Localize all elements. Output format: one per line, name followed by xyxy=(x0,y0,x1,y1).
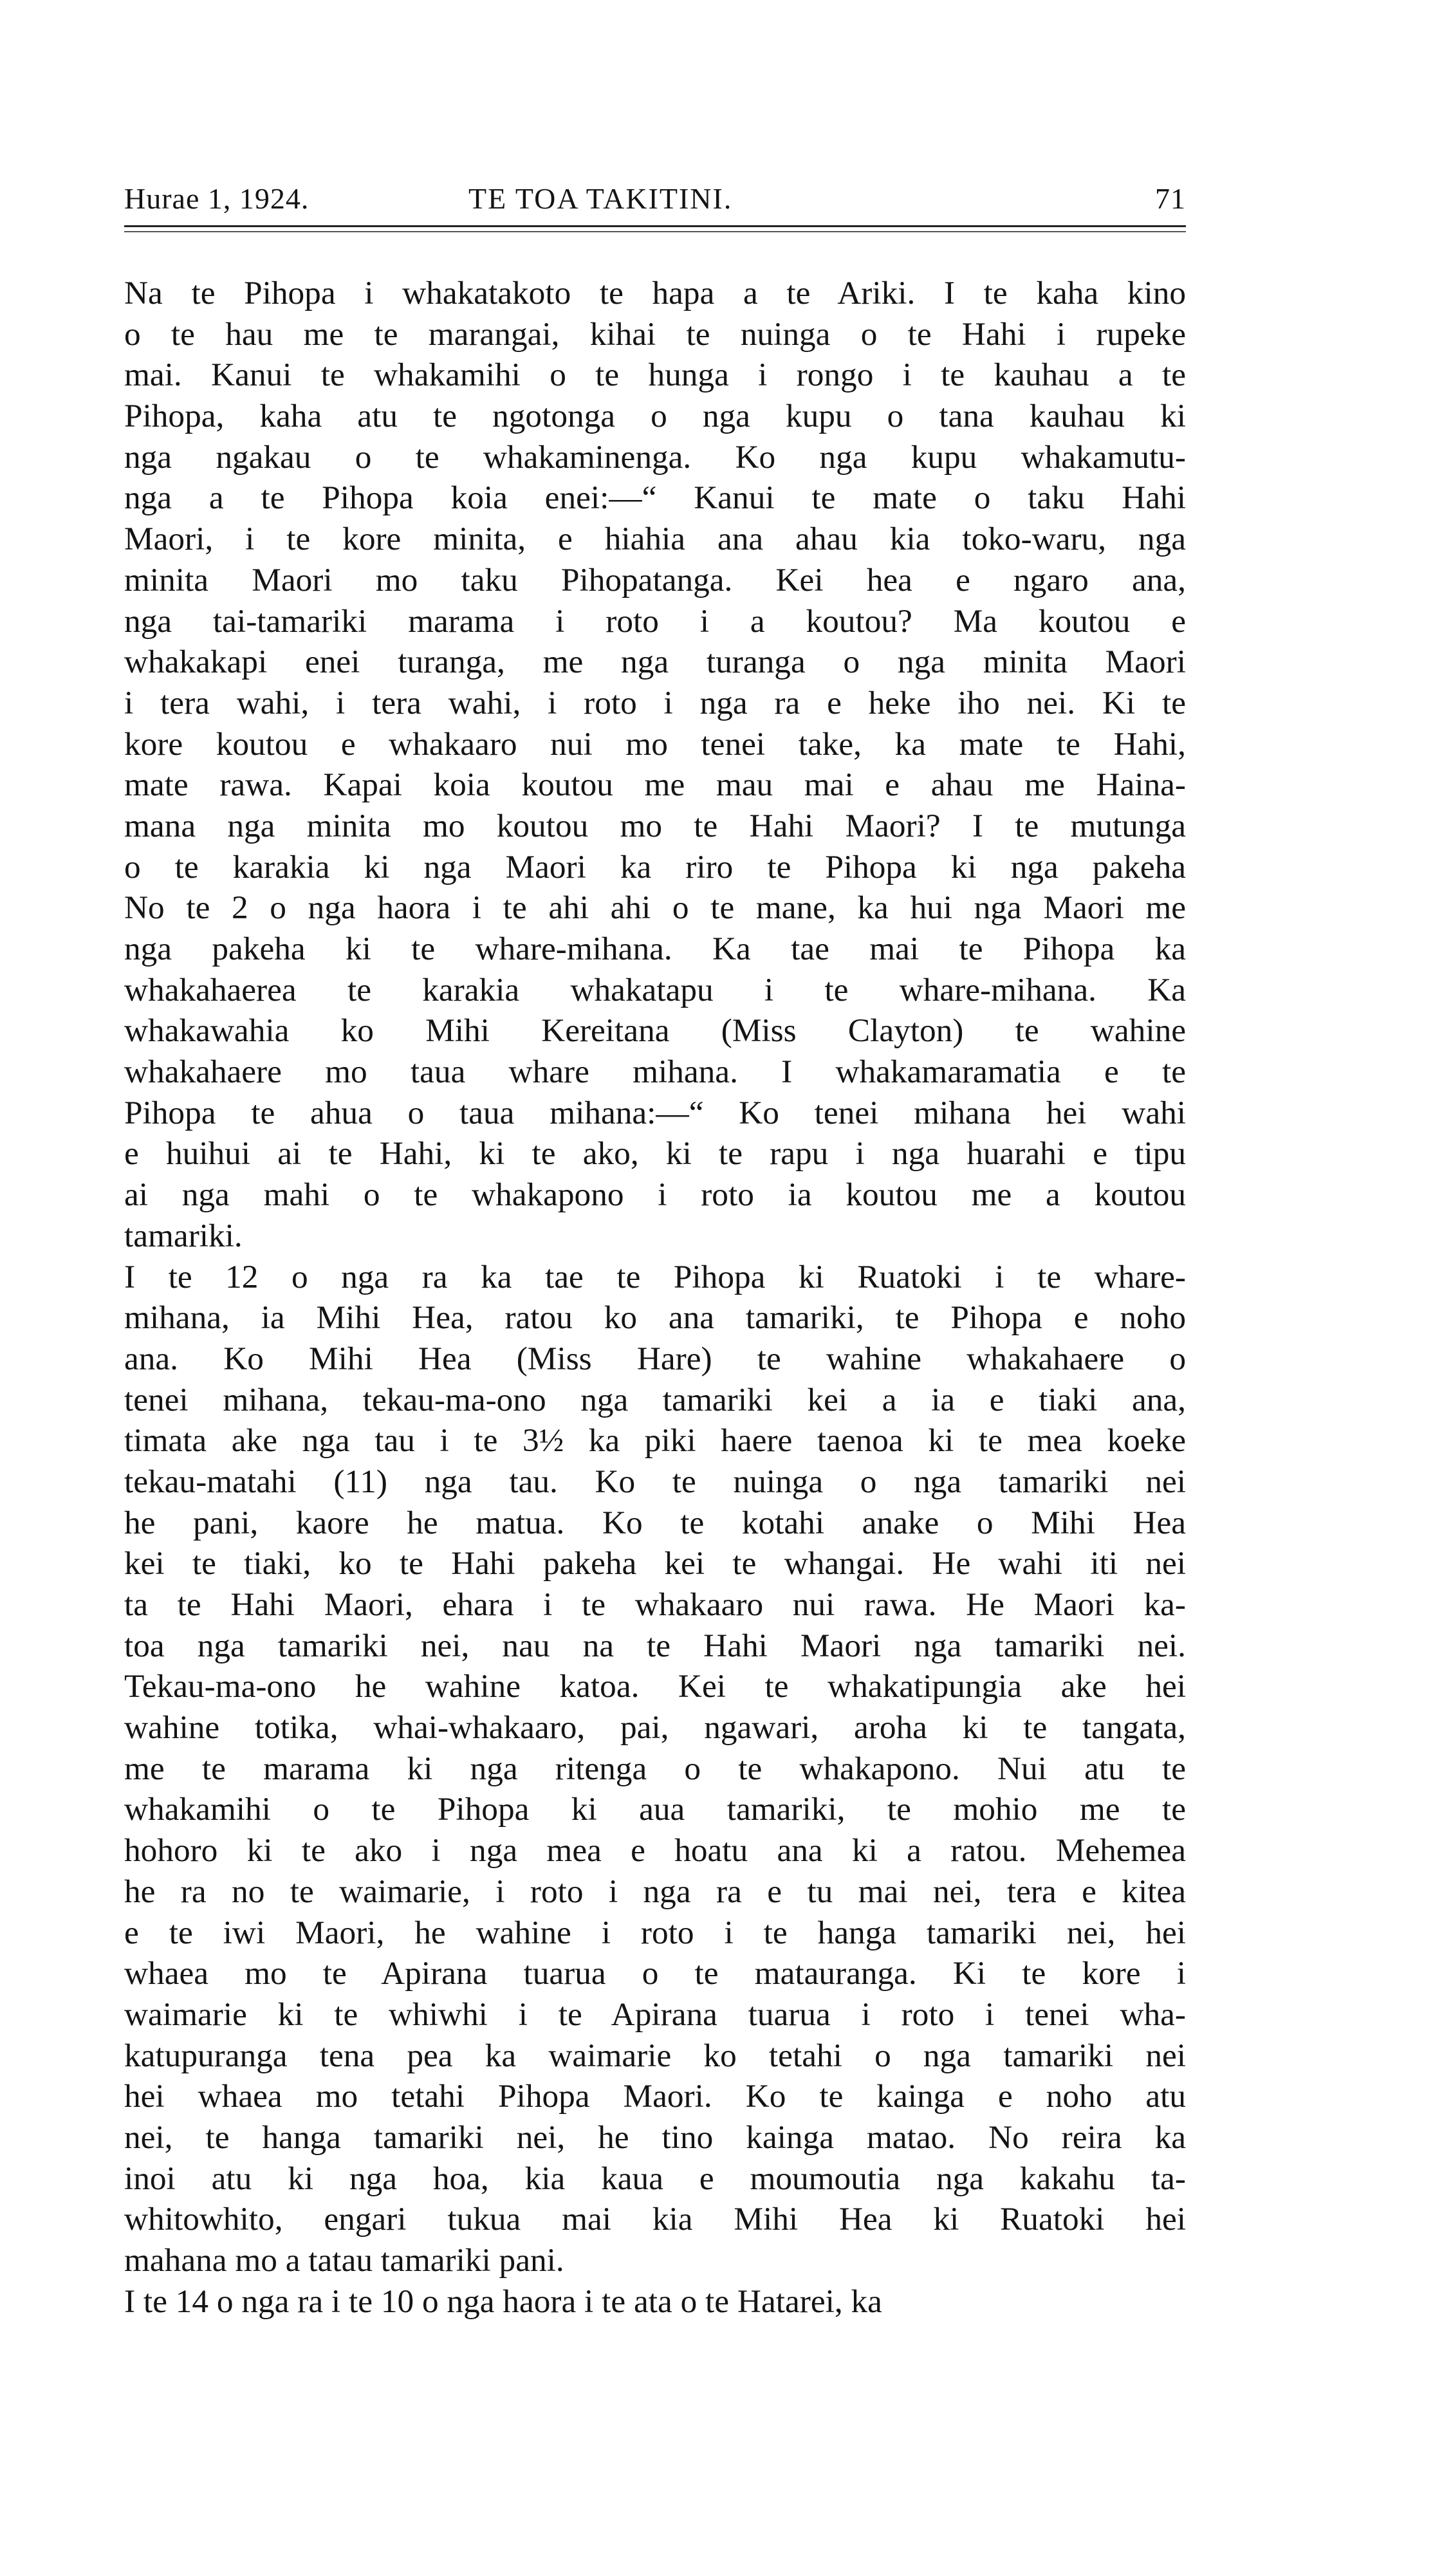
text-line: ai nga mahi o te whakapono i roto ia koutou me a koutou xyxy=(124,1176,1186,1214)
text-line: nga tai-tamariki marama i roto i a koutou? Ma koutou e xyxy=(124,602,1186,640)
text-line: whaea mo te Apirana tuarua o te matauranga. Ki te kore i xyxy=(124,1955,1186,1992)
text-line: Na te Pihopa i whakatakoto te hapa a te Ariki. I te kaha kino xyxy=(124,275,1186,311)
header-rule xyxy=(124,225,1186,227)
header-rule-thin xyxy=(124,231,1186,232)
text-line: No te 2 o nga haora i te ahi ahi o te mane, ka hui nga Maori me xyxy=(124,889,1186,927)
text-line: waimarie ki te whiwhi i te Apirana tuarua i roto i tenei wha- xyxy=(124,1996,1186,2033)
text-line: hei whaea mo tetahi Pihopa Maori. Ko te kainga e noho atu xyxy=(124,2078,1186,2115)
text-line: me te marama ki nga ritenga o te whakapono. Nui atu te xyxy=(124,1750,1186,1787)
running-head xyxy=(124,181,1186,220)
issue-date: Hurae 1, 1924. xyxy=(124,182,310,215)
paragraph xyxy=(124,273,1186,1257)
text-line: ana. Ko Mihi Hea (Miss Hare) te wahine whakahaere o xyxy=(124,1340,1186,1377)
text-line: nga ngakau o te whakaminenga. Ko nga kupu whakamutu- xyxy=(124,438,1186,476)
text-line: toa nga tamariki nei, nau na te Hahi Maori nga tamariki nei. xyxy=(124,1627,1186,1664)
text-line: timata ake nga tau i te 3½ ka piki haere taenoa ki te mea koeke xyxy=(124,1422,1186,1459)
text-line: e huihui ai te Hahi, ki te ako, ki te rapu i nga huarahi e tipu xyxy=(124,1135,1186,1172)
text-line: tenei mihana, tekau-ma-ono nga tamariki kei a ia e tiaki ana, xyxy=(124,1381,1186,1418)
text-line: inoi atu ki nga hoa, kia kaua e moumoutia nga kakahu ta- xyxy=(124,2160,1186,2197)
text-line: whakahaerea te karakia whakatapu i te whare-mihana. Ka xyxy=(124,971,1186,1008)
paragraph xyxy=(124,1257,1186,2281)
text-line: i tera wahi, i tera wahi, i roto i nga ra e heke iho nei. Ki te xyxy=(124,684,1186,721)
text-line: he ra no te waimarie, i roto i nga ra e tu mai nei, tera e kitea xyxy=(124,1873,1186,1910)
text-line: kei te tiaki, ko te Hahi pakeha kei te whangai. He wahi iti nei xyxy=(124,1545,1186,1582)
text-line: tamariki. xyxy=(124,1217,243,1254)
page-number: 71 xyxy=(1155,182,1186,215)
text-line: o te karakia ki nga Maori ka riro te Pihopa ki nga pakeha xyxy=(124,848,1186,885)
text-line: hohoro ki te ako i nga mea e hoatu ana ki a ratou. Mehemea xyxy=(124,1832,1186,1869)
text-line: o te hau me te marangai, kihai te nuinga o te Hahi i rupeke xyxy=(124,315,1186,353)
text-line: ta te Hahi Maori, ehara i te whakaaro nui rawa. He Maori ka- xyxy=(124,1586,1186,1623)
text-line: e te iwi Maori, he wahine i roto i te hanga tamariki nei, hei xyxy=(124,1914,1186,1951)
article-body xyxy=(124,273,1186,2322)
text-line: Maori, i te kore minita, e hiahia ana ahau kia toko-waru, nga xyxy=(124,521,1186,558)
text-line: kore koutou e whakaaro nui mo tenei take, ka mate te Hahi, xyxy=(124,725,1186,763)
text-line: nei, te hanga tamariki nei, he tino kainga matao. No reira ka xyxy=(124,2118,1186,2156)
text-line: I te 14 o nga ra i te 10 o nga haora i te ata o te Hatarei, ka xyxy=(124,2283,882,2320)
text-line: whakamihi o te Pihopa ki aua tamariki, te mohio me te xyxy=(124,1791,1186,1828)
journal-title: TE TOA TAKITINI. xyxy=(468,182,733,215)
text-line: minita Maori mo taku Pihopatanga. Kei hea e ngaro ana, xyxy=(124,561,1186,598)
text-line: katupuranga tena pea ka waimarie ko tetahi o nga tamariki nei xyxy=(124,2037,1186,2074)
text-line: he pani, kaore he matua. Ko te kotahi anake o Mihi Hea xyxy=(124,1504,1186,1541)
text-line: tekau-matahi (11) nga tau. Ko te nuinga o nga tamariki nei xyxy=(124,1463,1186,1500)
text-line: whitowhito, engari tukua mai kia Mihi Hea ki Ruatoki hei xyxy=(124,2201,1186,2238)
text-line: mate rawa. Kapai koia koutou me mau mai e ahau me Haina- xyxy=(124,766,1186,804)
text-line: whakawahia ko Mihi Kereitana (Miss Clayton) te wahine xyxy=(124,1012,1186,1050)
text-line: whakakapi enei turanga, me nga turanga o nga minita Maori xyxy=(124,644,1186,681)
text-line: wahine totika, whai-whakaaro, pai, ngawari, aroha ki te tangata, xyxy=(124,1709,1186,1747)
text-line: mahana mo a tatau tamariki pani. xyxy=(124,2242,564,2279)
text-line: nga a te Pihopa koia enei:—“ Kanui te mate o taku Hahi xyxy=(124,479,1186,517)
text-line: mana nga minita mo koutou mo te Hahi Maori? I te mutunga xyxy=(124,807,1186,844)
text-line: I te 12 o nga ra ka tae te Pihopa ki Ruatoki i te whare- xyxy=(124,1258,1186,1295)
text-line: Pihopa te ahua o taua mihana:—“ Ko tenei mihana hei wahi xyxy=(124,1094,1186,1131)
text-line: Pihopa, kaha atu te ngotonga o nga kupu o tana kauhau ki xyxy=(124,398,1186,435)
text-line: whakahaere mo taua whare mihana. I whakamaramatia e te xyxy=(124,1053,1186,1091)
paragraph xyxy=(124,2281,1186,2322)
text-line: mai. Kanui te whakamihi o te hunga i rongo i te kauhau a te xyxy=(124,357,1186,394)
text-line: Tekau-ma-ono he wahine katoa. Kei te whakatipungia ake hei xyxy=(124,1668,1186,1705)
text-line: mihana, ia Mihi Hea, ratou ko ana tamariki, te Pihopa e noho xyxy=(124,1299,1186,1337)
text-line: nga pakeha ki te whare-mihana. Ka tae mai te Pihopa ka xyxy=(124,931,1186,967)
